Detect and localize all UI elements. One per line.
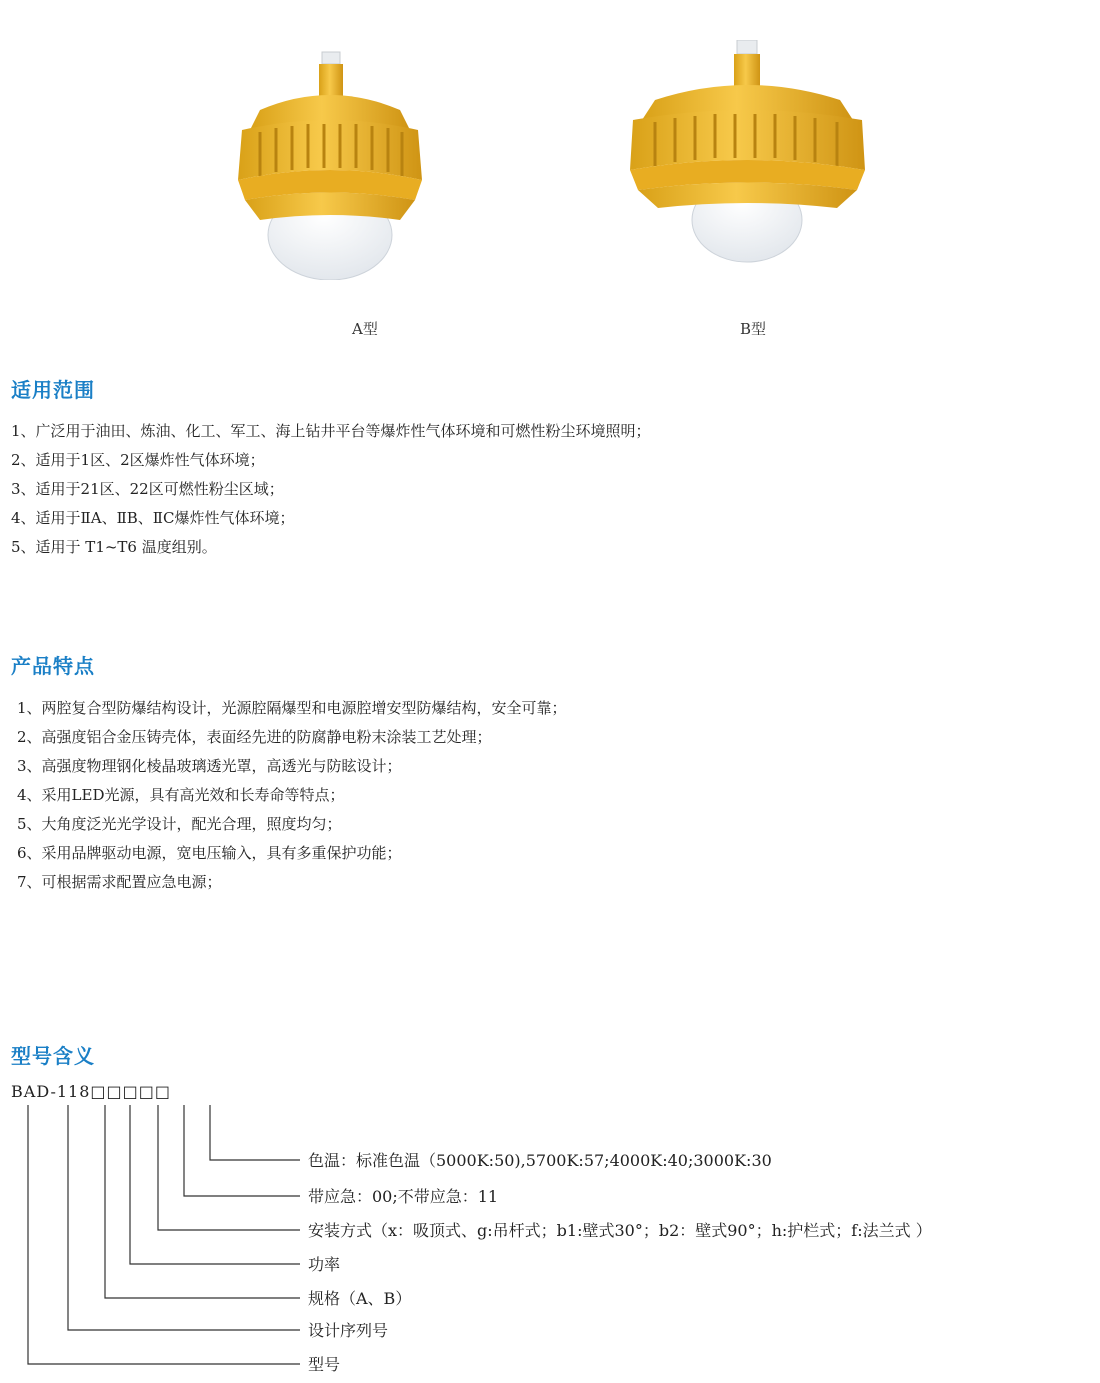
model-legend-power: 功率: [308, 1255, 341, 1274]
list-item: 1、广泛用于油田、炼油、化工、军工、海上钻井平台等爆炸性气体环境和可燃性粉尘环境照明；: [11, 422, 651, 440]
list-item: 7、可根据需求配置应急电源；: [17, 873, 222, 891]
model-legend-mounting: 安装方式（x：吸顶式、g:吊杆式；b1:壁式30°；b2：壁式90°；h:护栏式；f:法兰式 ）: [308, 1221, 932, 1240]
list-item: 3、高强度物理钢化棱晶玻璃透光罩，高透光与防眩设计；: [17, 757, 402, 775]
list-item: 5、适用于 T1~T6 温度组别。: [11, 538, 217, 556]
list-item: 3、适用于21区、22区可燃性粉尘区域；: [11, 480, 284, 498]
list-item: 4、采用LED光源，具有高光效和长寿命等特点；: [17, 786, 345, 804]
product-caption-b: B型: [740, 320, 767, 338]
list-item: 6、采用品牌驱动电源，宽电压输入，具有多重保护功能；: [17, 844, 402, 862]
list-item: 4、适用于ⅡA、ⅡB、ⅡC爆炸性气体环境；: [11, 509, 295, 527]
lamp-a-image: [230, 40, 430, 280]
model-legend-color-temp: 色温：标准色温（5000K:50),5700K:57;4000K:40;3000K:30: [308, 1151, 772, 1170]
model-code-diagram: [0, 1090, 320, 1380]
model-legend-series: 设计序列号: [308, 1321, 389, 1340]
product-caption-a: A型: [352, 320, 378, 338]
model-legend-spec: 规格（A、B）: [308, 1289, 412, 1308]
section-title-scope: 适用范围: [11, 378, 95, 402]
feature-list: [17, 694, 567, 897]
section-title-features: 产品特点: [11, 654, 95, 678]
scope-list: [11, 417, 651, 562]
list-item: 1、两腔复合型防爆结构设计，光源腔隔爆型和电源腔增安型防爆结构，安全可靠；: [17, 699, 567, 717]
model-legend-model: 型号: [308, 1355, 341, 1374]
list-item: 5、大角度泛光光学设计，配光合理，照度均匀；: [17, 815, 342, 833]
list-item: 2、高强度铝合金压铸壳体，表面经先进的防腐静电粉末涂装工艺处理；: [17, 728, 492, 746]
model-legend-emergency: 带应急：00;不带应急：11: [308, 1187, 499, 1206]
list-item: 2、适用于1区、2区爆炸性气体环境；: [11, 451, 265, 469]
section-title-model: 型号含义: [11, 1044, 95, 1068]
model-code: BAD-118□□□□□: [11, 1082, 171, 1101]
lamp-b-image: [625, 40, 870, 280]
